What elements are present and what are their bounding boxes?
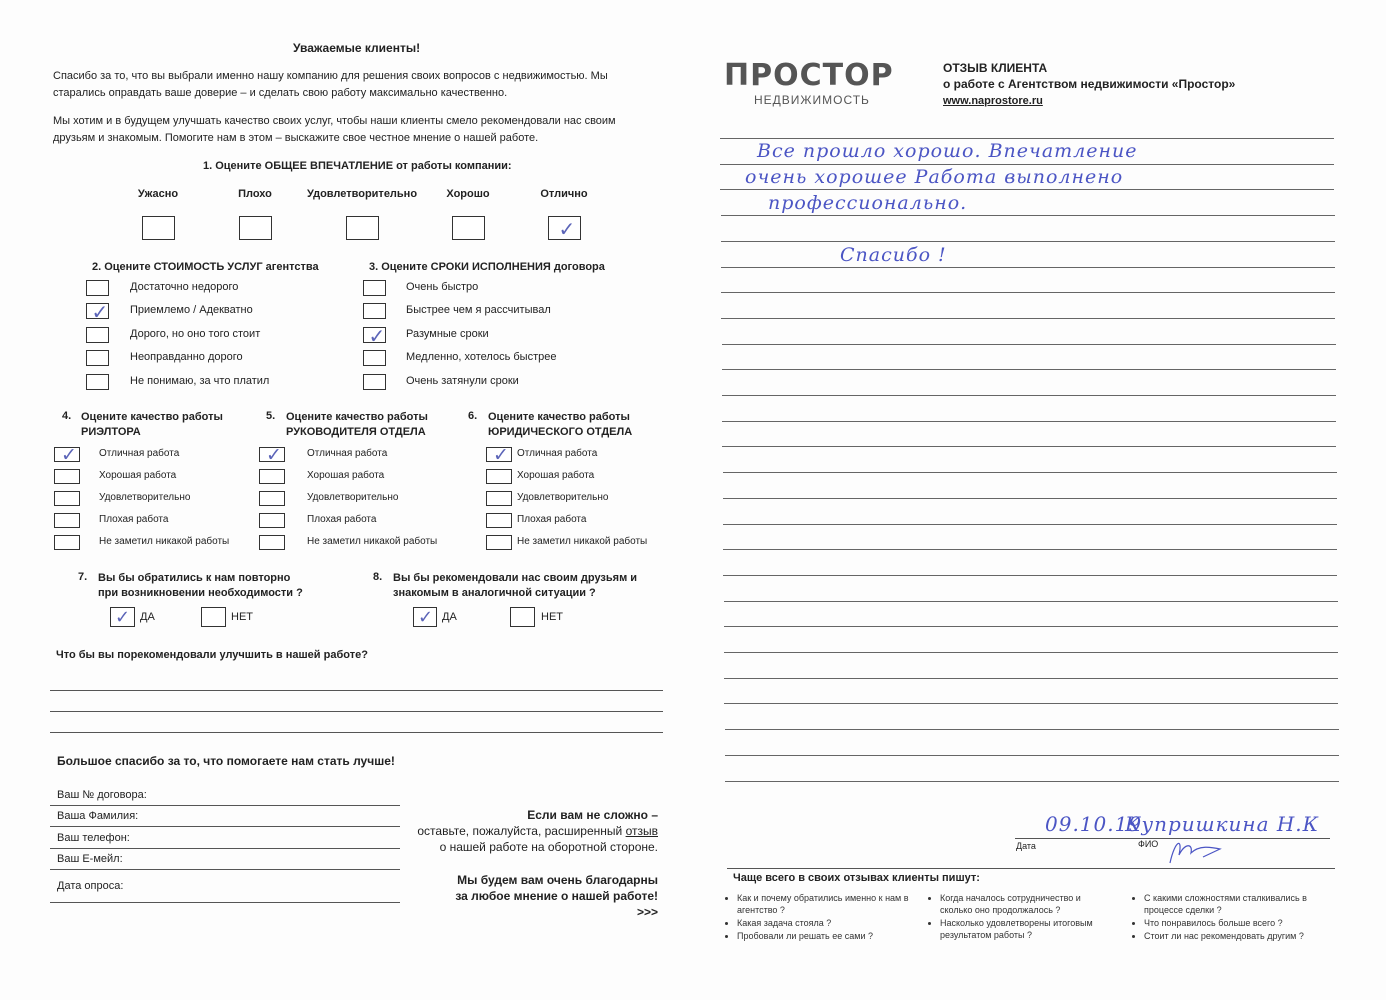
- q6-checkbox-4[interactable]: [486, 535, 512, 550]
- date-label: Дата: [1016, 841, 1036, 851]
- greeting-title: Уважаемые клиенты!: [293, 41, 421, 55]
- hints-title: Чаще всего в своих отзывах клиенты пишут:: [733, 872, 980, 884]
- q8-yes-checkbox[interactable]: [413, 607, 437, 627]
- logo-main: ПРОСТОР: [724, 58, 894, 93]
- contact-field-line[interactable]: [50, 826, 400, 827]
- hint-item: • Что понравилось больше всего ?: [1144, 917, 1318, 929]
- ruled-line[interactable]: [724, 601, 1338, 602]
- ruled-line[interactable]: [723, 472, 1337, 473]
- ruled-line[interactable]: [725, 729, 1339, 730]
- q3-option-label: Медленно, хотелось быстрее: [406, 351, 557, 363]
- intro-paragraph-2: Мы хотим и в будущем улучшать качество своих услуг, чтобы наши клиенты смело рекомендовали нас своим друзьям и знакомым. Помогите нам в этом – выскажите свое честное мнение о нашей работе.: [53, 115, 616, 144]
- q6-option-label: Отличная работа: [517, 448, 598, 459]
- q2-checkbox-1[interactable]: [86, 300, 109, 324]
- prostor-logo: [724, 58, 894, 107]
- checkmark-icon: ✓: [493, 443, 509, 466]
- ruled-line[interactable]: [720, 189, 1334, 190]
- name-value[interactable]: Купришкина Н.К: [1125, 812, 1320, 836]
- q5-title: [286, 410, 428, 440]
- q5-option-label: Удовлетворительно: [307, 492, 399, 503]
- q3-option-label: Очень быстро: [406, 281, 479, 293]
- q2-checkbox-3[interactable]: [86, 350, 109, 366]
- ruled-line[interactable]: [725, 781, 1339, 782]
- side-line-4: Мы будем вам очень благодарны: [457, 873, 658, 887]
- q2-option-label: Дорого, но оно того стоит: [130, 328, 261, 340]
- q4-option-label: Не заметил никакой работы: [99, 536, 230, 547]
- side-line-2: оставьте, пожалуйста, расширенный: [417, 824, 626, 838]
- hints-list: [1128, 892, 1318, 942]
- ruled-line[interactable]: [722, 344, 1336, 345]
- q5-option-label: Не заметил никакой работы: [307, 536, 438, 547]
- arrows: >>>: [636, 905, 658, 919]
- q2-option-label: Неоправданно дорого: [130, 351, 243, 363]
- q6-checkbox-1[interactable]: [486, 469, 512, 484]
- header-title: ОТЗЫВ КЛИЕНТА: [943, 61, 1048, 75]
- q4-title: [81, 410, 223, 440]
- q3-checkbox-3[interactable]: [363, 350, 386, 366]
- q4-checkbox-2[interactable]: [54, 491, 80, 506]
- hint-item: • С какими сложностями сталкивались в процессе сделки ?: [1144, 892, 1318, 916]
- q8-yes-label: ДА: [442, 611, 457, 623]
- handwritten-line-4: Спасибо !: [840, 244, 947, 266]
- hint-item: • Стоит ли нас рекомендовать другим ?: [1144, 930, 1318, 942]
- side-note: [417, 807, 658, 920]
- side-line-1: Если вам не сложно –: [527, 808, 658, 822]
- q5-option-label: Хорошая работа: [307, 470, 385, 481]
- q4-checkbox-1[interactable]: [54, 469, 80, 484]
- q1-checkbox-4[interactable]: [548, 216, 581, 240]
- q4-checkbox-4[interactable]: [54, 535, 80, 550]
- hint-item: • Когда началось сотрудничество и сколько оно продолжалось ?: [940, 892, 1114, 916]
- intro-paragraph-1: Спасибо за то, что вы выбрали именно нашу компанию для решения своих вопросов с недвижимостью. Мы старались оправдать ваше доверие – и сделать свою работу максимально качественно.: [53, 70, 608, 99]
- q6-option-label: Плохая работа: [517, 514, 587, 525]
- q3-checkbox-2[interactable]: [363, 324, 386, 348]
- q8-title-line2: знакомым в аналогичной ситуации ?: [393, 587, 596, 599]
- q3-checkbox-1[interactable]: [363, 303, 386, 319]
- q5-checkbox-3[interactable]: [259, 513, 285, 528]
- q5-title-line2: РУКОВОДИТЕЛЯ ОТДЕЛА: [286, 426, 426, 438]
- q1-title: 1. Оцените ОБЩЕЕ ВПЕЧАТЛЕНИЕ от работы компании:: [203, 160, 512, 172]
- ruled-line[interactable]: [723, 498, 1337, 499]
- side-line-3: о нашей работе на оборотной стороне.: [439, 840, 658, 854]
- contact-field-label: Ваша Фамилия:: [57, 810, 139, 822]
- q1-option-label: Отлично: [540, 188, 588, 200]
- date-value[interactable]: 09.10.19: [1045, 812, 1143, 836]
- q4-number: 4.: [62, 410, 72, 422]
- q3-checkbox-0[interactable]: [363, 280, 386, 296]
- q6-checkbox-0[interactable]: [486, 443, 512, 466]
- checkmark-icon: ✓: [558, 217, 576, 241]
- ruled-line[interactable]: [722, 446, 1336, 447]
- q8-no-checkbox[interactable]: [510, 607, 535, 627]
- q5-checkbox-4[interactable]: [259, 535, 285, 550]
- ruled-line[interactable]: [723, 549, 1337, 550]
- q1-option-label: Плохо: [238, 188, 272, 200]
- checkmark-icon: ✓: [91, 300, 109, 324]
- q1-checkbox-0[interactable]: [142, 216, 175, 240]
- q2-option-label: Не понимаю, за что платил: [130, 375, 270, 387]
- hint-item: • Пробовали ли решать ее сами ?: [737, 930, 911, 942]
- q2-checkbox-0[interactable]: [86, 280, 109, 296]
- q1-option-label: Ужасно: [137, 188, 179, 200]
- thanks-heading: Большое спасибо за то, что помогаете нам стать лучше!: [57, 754, 395, 768]
- ruled-line[interactable]: [723, 575, 1337, 576]
- header-subtitle: о работе с Агентством недвижимости «Простор»: [943, 77, 1236, 91]
- side-line-5: за любое мнение о нашей работе!: [455, 889, 658, 903]
- q4-title-line1: Оцените качество работы: [81, 411, 223, 423]
- q7-yes-checkbox[interactable]: [110, 607, 135, 627]
- contact-field-line[interactable]: [50, 869, 400, 870]
- ruled-line[interactable]: [721, 215, 1335, 216]
- hint-item: • Насколько удовлетворены итоговым результатом работы ?: [940, 917, 1114, 941]
- answer-line[interactable]: [50, 711, 663, 712]
- q2-checkbox-4[interactable]: [86, 374, 109, 390]
- q8-number: 8.: [373, 571, 383, 583]
- hints-divider: [727, 868, 1335, 869]
- checkmark-icon: ✓: [61, 443, 77, 466]
- ruled-line[interactable]: [720, 164, 1334, 165]
- review-header: [943, 60, 1235, 109]
- q6-checkbox-2[interactable]: [486, 491, 512, 506]
- hints-column: [1128, 892, 1318, 943]
- q5-option-label: Плохая работа: [307, 514, 377, 525]
- q2-checkbox-2[interactable]: [86, 327, 109, 343]
- q4-option-label: Плохая работа: [99, 514, 169, 525]
- ruled-line[interactable]: [721, 241, 1335, 242]
- improve-question: Что бы вы порекомендовали улучшить в нашей работе?: [56, 649, 368, 661]
- q4-option-label: Удовлетворительно: [99, 492, 191, 503]
- name-label: ФИО: [1138, 839, 1159, 849]
- contact-field-label: Ваш № договора:: [57, 789, 147, 801]
- ruled-line[interactable]: [722, 421, 1336, 422]
- contact-field-line[interactable]: [50, 848, 400, 849]
- checkmark-icon: ✓: [115, 607, 131, 628]
- ruled-line[interactable]: [720, 138, 1334, 139]
- q6-number: 6.: [468, 410, 478, 422]
- q6-option-label: Удовлетворительно: [517, 492, 609, 503]
- q8-title: [393, 571, 637, 601]
- q6-title-line1: Оцените качество работы: [488, 411, 630, 423]
- q7-title: [98, 571, 303, 601]
- contact-field-line[interactable]: [50, 902, 400, 903]
- hints-list: [924, 892, 1114, 941]
- q3-checkbox-4[interactable]: [363, 374, 386, 390]
- q7-yes-label: ДА: [140, 611, 155, 623]
- q6-option-label: Хорошая работа: [517, 470, 595, 481]
- q3-title: 3. Оцените СРОКИ ИСПОЛНЕНИЯ договора: [369, 261, 605, 273]
- q5-checkbox-2[interactable]: [259, 491, 285, 506]
- logo-sub: НЕДВИЖИМОСТЬ: [754, 93, 870, 107]
- q7-title-line1: Вы бы обратились к нам повторно: [98, 572, 291, 584]
- q2-title: 2. Оцените СТОИМОСТЬ УСЛУГ агентства: [92, 261, 319, 273]
- handwritten-line-3: профессионально.: [768, 192, 968, 214]
- hints-column: [924, 892, 1114, 942]
- q7-no-checkbox[interactable]: [201, 607, 226, 627]
- q6-checkbox-3[interactable]: [486, 513, 512, 528]
- ruled-line[interactable]: [721, 318, 1335, 319]
- answer-line[interactable]: [50, 732, 663, 733]
- hints-column: [721, 892, 911, 943]
- q5-option-label: Отличная работа: [307, 448, 388, 459]
- q4-option-label: Хорошая работа: [99, 470, 177, 481]
- ruled-line[interactable]: [721, 292, 1335, 293]
- q3-option-label: Очень затянули сроки: [406, 375, 519, 387]
- q2-option-label: Достаточно недорого: [130, 281, 239, 293]
- hint-item: • Какая задача стояла ?: [737, 917, 911, 929]
- q4-checkbox-0[interactable]: [54, 443, 80, 466]
- review-link[interactable]: отзыв: [625, 824, 658, 838]
- q1-option-label: Удовлетворительно: [306, 188, 418, 200]
- q1-option-label: Хорошо: [446, 188, 490, 200]
- signature-icon: [1165, 835, 1225, 865]
- answer-line[interactable]: [50, 690, 663, 691]
- q2-option-label: Приемлемо / Адекватно: [130, 304, 253, 316]
- contact-field-line[interactable]: [50, 805, 400, 806]
- checkmark-icon: ✓: [368, 324, 386, 348]
- q7-title-line2: при возникновении необходимости ?: [98, 587, 303, 599]
- checkmark-icon: ✓: [418, 607, 434, 628]
- q3-option-label: Быстрее чем я рассчитывал: [406, 304, 551, 316]
- checkmark-icon: ✓: [266, 443, 282, 466]
- q5-checkbox-1[interactable]: [259, 469, 285, 484]
- q3-option-label: Разумные сроки: [406, 328, 489, 340]
- ruled-line[interactable]: [724, 652, 1338, 653]
- ruled-line[interactable]: [724, 626, 1338, 627]
- q1-checkbox-1[interactable]: [239, 216, 272, 240]
- q5-checkbox-0[interactable]: [259, 443, 285, 466]
- contact-field-label: Ваш телефон:: [57, 832, 130, 844]
- q1-checkbox-2[interactable]: [346, 216, 379, 240]
- q4-option-label: Отличная работа: [99, 448, 180, 459]
- contact-field-label: Ваш E-мейл:: [57, 853, 123, 865]
- q5-title-line1: Оцените качество работы: [286, 411, 428, 423]
- ruled-line[interactable]: [725, 755, 1339, 756]
- ruled-line[interactable]: [721, 267, 1335, 268]
- q6-title: [488, 410, 632, 440]
- website-link[interactable]: www.naprostore.ru: [943, 95, 1043, 107]
- q4-checkbox-3[interactable]: [54, 513, 80, 528]
- contact-field-label: Дата опроса:: [57, 880, 124, 892]
- q8-title-line1: Вы бы рекомендовали нас своим друзьям и: [393, 572, 638, 584]
- q1-checkbox-3[interactable]: [452, 216, 485, 240]
- q5-number: 5.: [266, 410, 276, 422]
- handwritten-line-1: Все прошло хорошо. Впечатление: [757, 140, 1138, 162]
- ruled-line[interactable]: [722, 369, 1336, 370]
- ruled-line[interactable]: [724, 703, 1338, 704]
- q4-title-line2: РИЭЛТОРА: [81, 426, 141, 438]
- q7-number: 7.: [78, 571, 88, 583]
- q8-no-label: НЕТ: [541, 611, 563, 623]
- q7-no-label: НЕТ: [231, 611, 253, 623]
- q6-title-line2: ЮРИДИЧЕСКОГО ОТДЕЛА: [488, 426, 633, 438]
- hints-list: [721, 892, 911, 942]
- ruled-line[interactable]: [723, 524, 1337, 525]
- hint-item: • Как и почему обратились именно к нам в агентство ?: [737, 892, 911, 916]
- ruled-line[interactable]: [722, 395, 1336, 396]
- ruled-line[interactable]: [724, 678, 1338, 679]
- q6-option-label: Не заметил никакой работы: [517, 536, 648, 547]
- handwritten-line-2: очень хорошее Работа выполнено: [745, 166, 1124, 188]
